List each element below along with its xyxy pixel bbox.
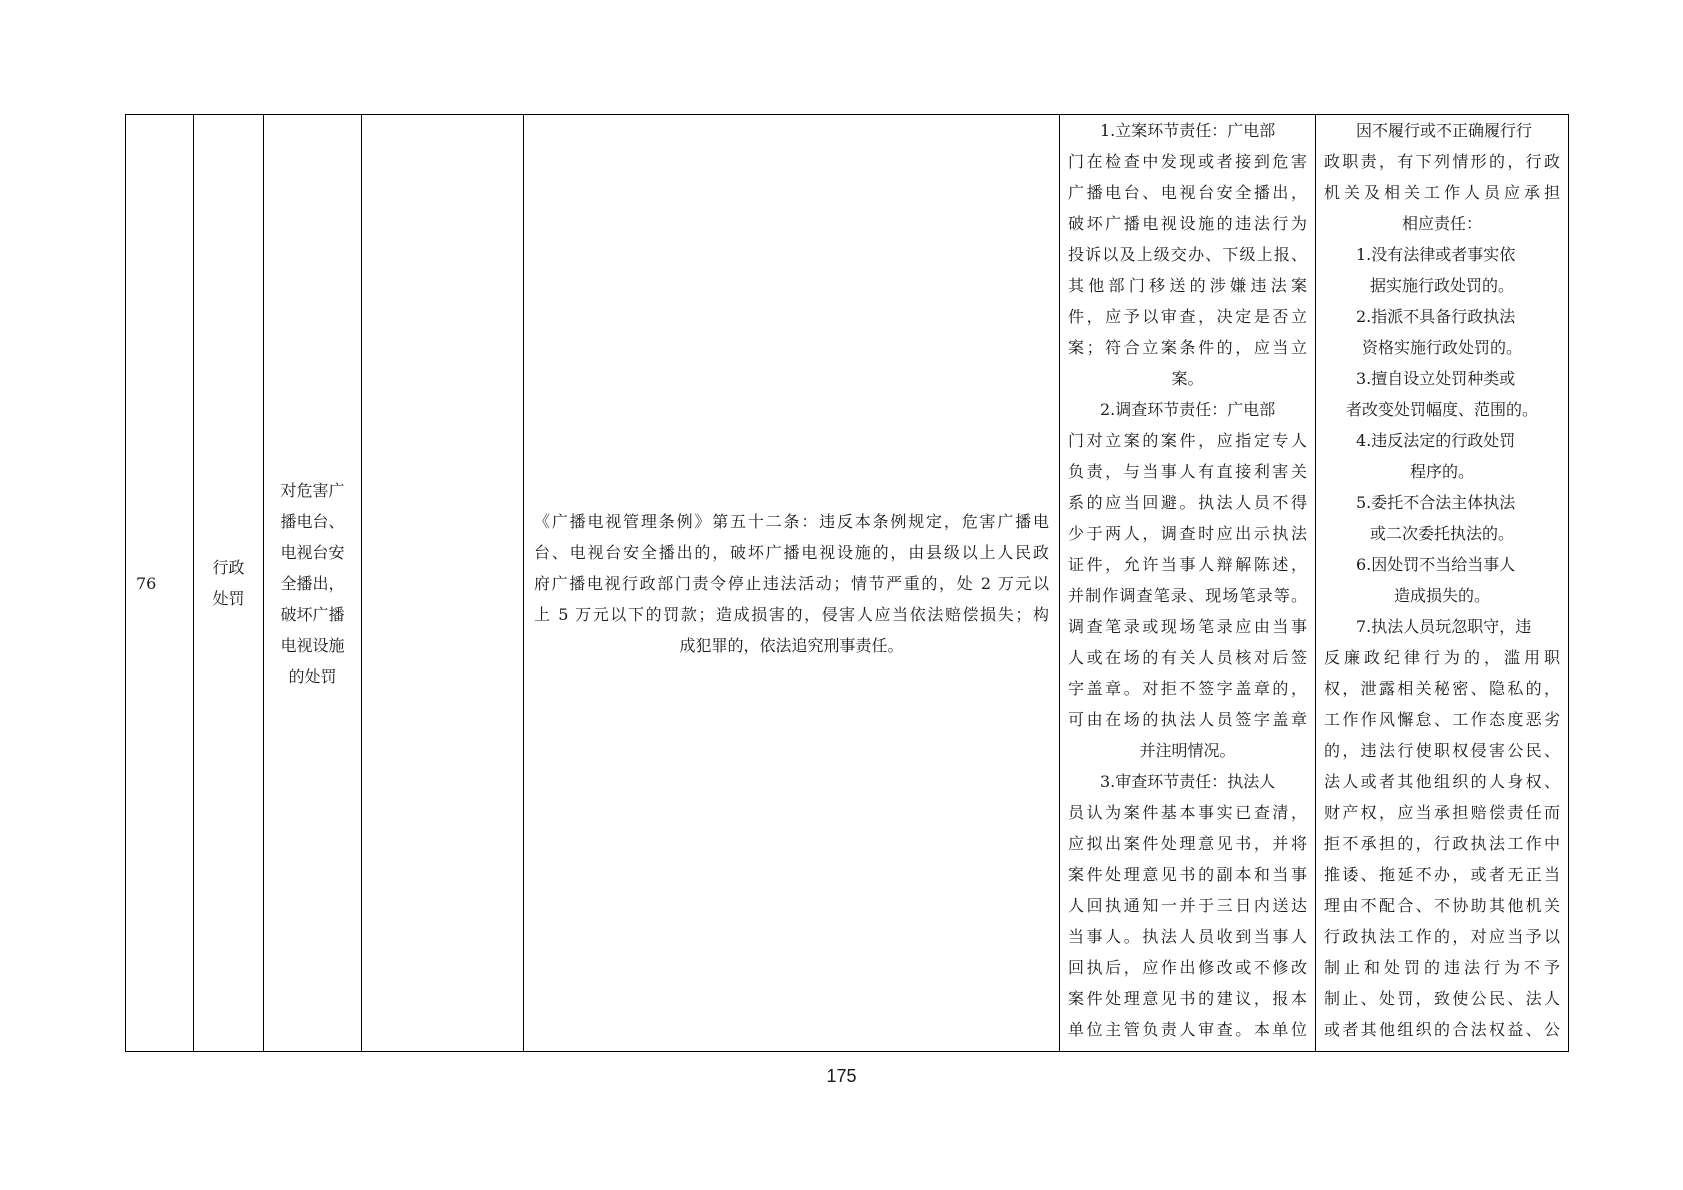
text-line: 成犯罪的，依法追究刑事责任。 [679,635,904,655]
text-line: 权，泄露相关秘密、隐私的， [1324,679,1560,698]
text-line: 门对立案的案件，应指定专人 [1068,431,1307,450]
row-number-cell [126,115,194,1052]
text-line: 人回执通知一并于三日内送达 [1068,896,1307,915]
text-line: 者改变处罚幅度、范围的。 [1345,400,1538,419]
text-line: 对危害广 [280,480,345,500]
text-line: 反廉政纪律行为的，滥用职 [1324,648,1560,667]
text-line: 推诿、拖延不办，或者无正当 [1324,865,1560,884]
text-line: 因不履行或不正确履行行 [1356,121,1533,140]
text-line: 行政执法工作的，对应当予以 [1324,927,1560,946]
text-line: 回执后，应作出修改或不修改 [1068,958,1307,977]
table-row [126,115,1569,1052]
text-line: 5.委托不合法主体执法 [1356,493,1516,512]
text-line: 证件，允许当事人辩解陈述， [1068,555,1307,574]
text-line: 行政 [212,558,245,577]
text-line: 破坏广播 [280,604,345,624]
text-line: 据实施行政处罚的。 [1369,276,1514,295]
text-line: 投诉以及上级交办、下级上报、 [1068,245,1307,264]
text-line: 1.立案环节责任：广电部 [1100,121,1276,140]
text-line: 3.审查环节责任：执法人 [1100,772,1276,791]
text-line: 并制作调查笔录、现场笔录等。 [1068,586,1307,605]
text-line: 案件处理意见书的副本和当事 [1068,865,1307,884]
text-line: 上 5 万元以下的罚款；造成损害的，侵害人应当依法赔偿损失；构 [534,604,1049,624]
text-line: 或者其他组织的合法权益、公 [1324,1020,1560,1039]
text-line: 应拟出案件处理意见书，并将 [1068,834,1307,853]
responsibility-cell [1060,115,1316,1052]
text-line: 门在检查中发现或者接到危害 [1068,152,1307,171]
text-line: 拒不承担的，行政执法工作中 [1324,834,1560,853]
item-name-cell [264,115,362,1052]
text-line: 并注明情况。 [1139,741,1236,760]
text-line: 可由在场的执法人员签字盖章 [1068,710,1307,729]
text-line: 当事人。执法人员收到当事人 [1068,927,1307,946]
legal-basis-cell [524,115,1060,1052]
text-line: 程序的。 [1409,462,1474,481]
text-line: 相应责任： [1401,214,1482,233]
text-line: 1.没有法律或者事实依 [1356,245,1516,264]
category-cell [194,115,264,1052]
text-line: 案件处理意见书的建议，报本 [1068,989,1307,1008]
text-line: 财产权，应当承担赔偿责任而 [1324,803,1560,822]
legal-basis-text [534,506,1049,661]
text-line: 电视台安 [280,542,345,562]
text-line: 少于两人，调查时应出示执法 [1068,524,1307,543]
text-line: 破坏广播电视设施的违法行为 [1068,214,1307,233]
text-line: 2.指派不具备行政执法 [1356,307,1516,326]
text-line: 台、电视台安全播出的，破坏广播电视设施的，由县级以上人民政 [534,542,1049,562]
text-line: 7.执法人员玩忽职守，违 [1356,617,1532,636]
text-line: 案；符合立案条件的，应当立 [1068,338,1307,357]
text-line: 机关及相关工作人员应承担 [1324,183,1560,202]
text-line: 的，违法行使职权侵害公民、 [1324,741,1560,760]
responsibility-table [125,114,1569,1052]
text-line: 单位主管负责人审查。本单位 [1068,1020,1307,1039]
text-line: 2.调查环节责任：广电部 [1100,400,1276,419]
text-line: 件，应予以审查，决定是否立 [1068,307,1307,326]
text-line: 人或在场的有关人员核对后签 [1068,648,1307,667]
text-line: 或二次委托执法的。 [1369,524,1514,543]
liability-cell [1316,115,1569,1052]
text-line: 理由不配合、不协助其他机关 [1324,896,1560,915]
text-line: 播电台、 [280,511,345,531]
item-name-text [274,475,351,692]
text-line: 6.因处罚不当给当事人 [1356,555,1516,574]
text-line: 的处罚 [288,666,337,686]
responsibility-text [1060,115,1315,1051]
text-line: 其他部门移送的涉嫌违法案 [1068,276,1307,295]
text-line: 负责，与当事人有直接利害关 [1068,462,1307,481]
text-line: 全播出， [280,573,345,593]
text-line: 4.违反法定的行政处罚 [1356,431,1516,450]
text-line: 电视设施 [280,635,345,655]
liability-text [1316,115,1568,1051]
category-text [194,552,263,614]
text-line: 《广播电视管理条例》第五十二条：违反本条例规定，危害广播电 [534,511,1049,531]
text-line: 系的应当回避。执法人员不得 [1068,493,1307,512]
text-line: 3.擅自设立处罚种类或 [1356,369,1516,388]
text-line: 工作作风懈怠、工作态度恶劣 [1324,710,1560,729]
text-line: 字盖章。对拒不签字盖章的， [1068,679,1307,698]
text-line: 员认为案件基本事实已查清， [1068,803,1307,822]
page-number: 175 [826,1066,857,1086]
row-number: 76 [136,573,157,593]
text-line: 府广播电视行政部门责令停止违法活动；情节严重的，处 2 万元以 [534,573,1049,593]
text-line: 广播电台、电视台安全播出， [1068,183,1307,202]
text-line: 造成损失的。 [1393,586,1490,605]
text-line: 案。 [1171,369,1204,388]
text-line: 政职责，有下列情形的，行政 [1324,152,1560,171]
text-line: 法人或者其他组织的人身权、 [1324,772,1560,791]
text-line: 调查笔录或现场笔录应由当事 [1068,617,1307,636]
text-line: 制止和处罚的违法行为不予 [1324,958,1560,977]
empty-cell [362,115,524,1052]
text-line: 处罚 [212,589,245,608]
text-line: 制止、处罚，致使公民、法人 [1324,989,1560,1008]
text-line: 资格实施行政处罚的。 [1361,338,1522,357]
